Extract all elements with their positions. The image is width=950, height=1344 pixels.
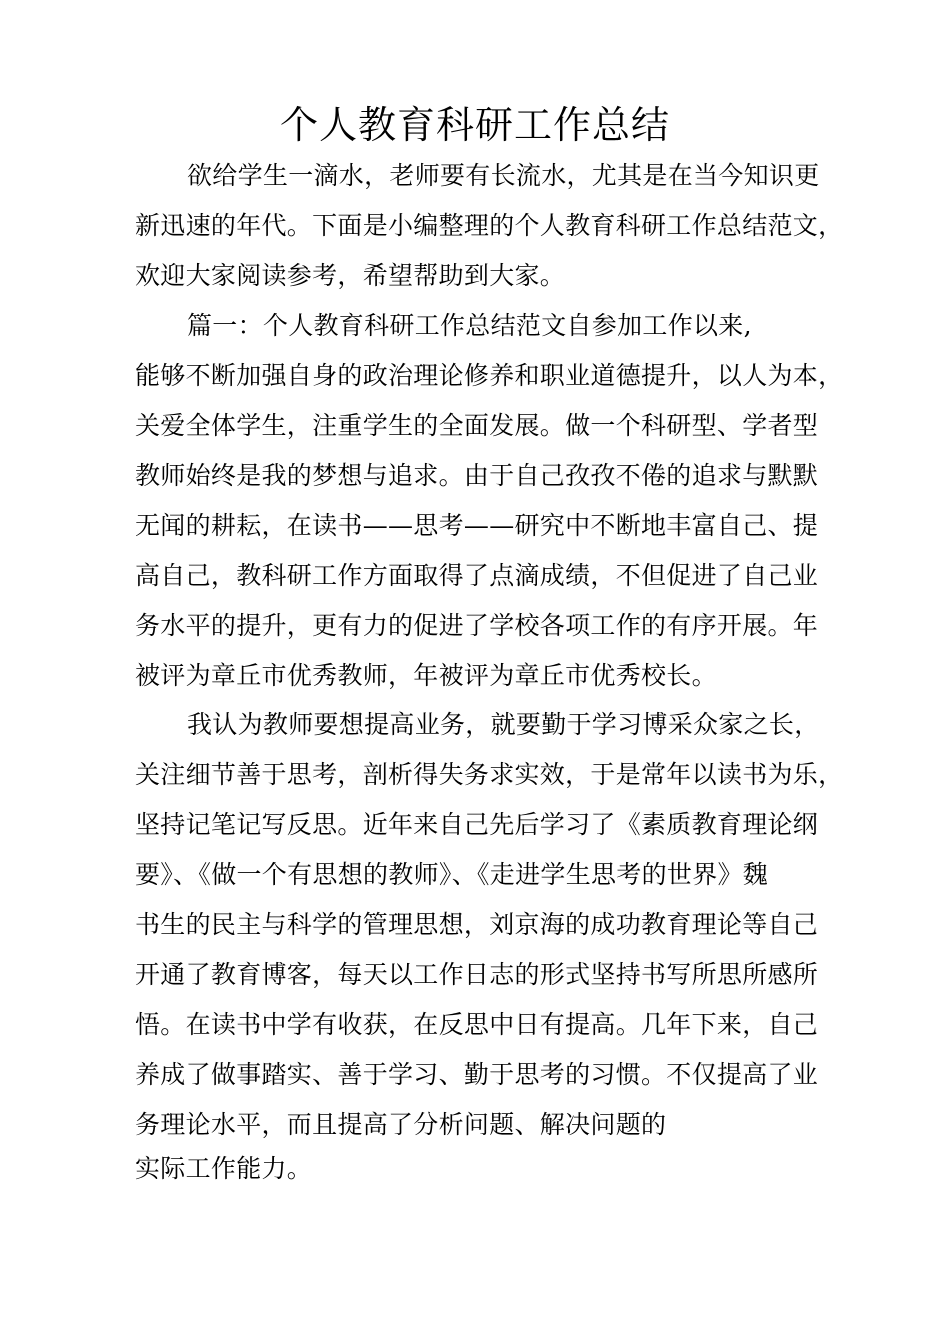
text-line: 坚持记笔记写反思。近年来自己先后学习了《素质教育理论纲: [135, 810, 819, 839]
text-line: 要》、《做一个有思想的教师》、《走进学生思考的世界》魏: [135, 860, 769, 889]
paragraph-reading: [135, 700, 844, 1188]
paragraph-intro: [135, 151, 844, 301]
text-line: 高自己，教科研工作方面取得了点滴成绩，不但促进了自己业: [135, 561, 819, 590]
text-line: 书生的民主与科学的管理思想，刘京海的成功教育理论等自己: [135, 910, 819, 939]
text-line: 务理论水平，而且提高了分析问题、解决问题的: [135, 1110, 667, 1139]
text-line: 新迅速的年代。下面是小编整理的个人教育科研工作总结范文，: [135, 211, 844, 240]
paragraph-part-one: [135, 301, 844, 701]
text-line: 我认为教师要想提高业务，就要勤于学习博采众家之长，: [187, 710, 820, 739]
text-line: 能够不断加强自身的政治理论修养和职业道德提升，以人为本，: [135, 361, 844, 390]
document-title: 个人教育科研工作总结: [279, 103, 670, 147]
text-line: 无闻的耕耘，在读书——思考——研究中不断地丰富自己、提: [135, 511, 819, 540]
text-line: 篇一：个人教育科研工作总结范文自参加工作以来,: [187, 311, 752, 340]
text-line: 关注细节善于思考，剖析得失务求实效，于是常年以读书为乐，: [135, 760, 844, 789]
text-line: 欲给学生一滴水，老师要有长流水，尤其是在当今知识更: [187, 161, 820, 190]
text-line: 实际工作能力。: [135, 1154, 313, 1183]
text-line: 养成了做事踏实、善于学习、勤于思考的习惯。不仅提高了业: [135, 1060, 819, 1089]
text-line: 教师始终是我的梦想与追求。由于自己孜孜不倦的追求与默默: [135, 461, 819, 490]
text-line: 务水平的提升，更有力的促进了学校各项工作的有序开展。年: [135, 611, 819, 640]
text-line: 欢迎大家阅读参考，希望帮助到大家。: [135, 261, 566, 290]
text-line: 关爱全体学生，注重学生的全面发展。做一个科研型、学者型: [135, 411, 819, 440]
text-line: 被评为章丘市优秀教师，年被评为章丘市优秀校长。: [135, 661, 717, 690]
text-line: 开通了教育博客，每天以工作日志的形式坚持书写所思所感所: [135, 960, 819, 989]
text-line: 悟。在读书中学有收获，在反思中日有提高。几年下来，自己: [135, 1010, 819, 1039]
